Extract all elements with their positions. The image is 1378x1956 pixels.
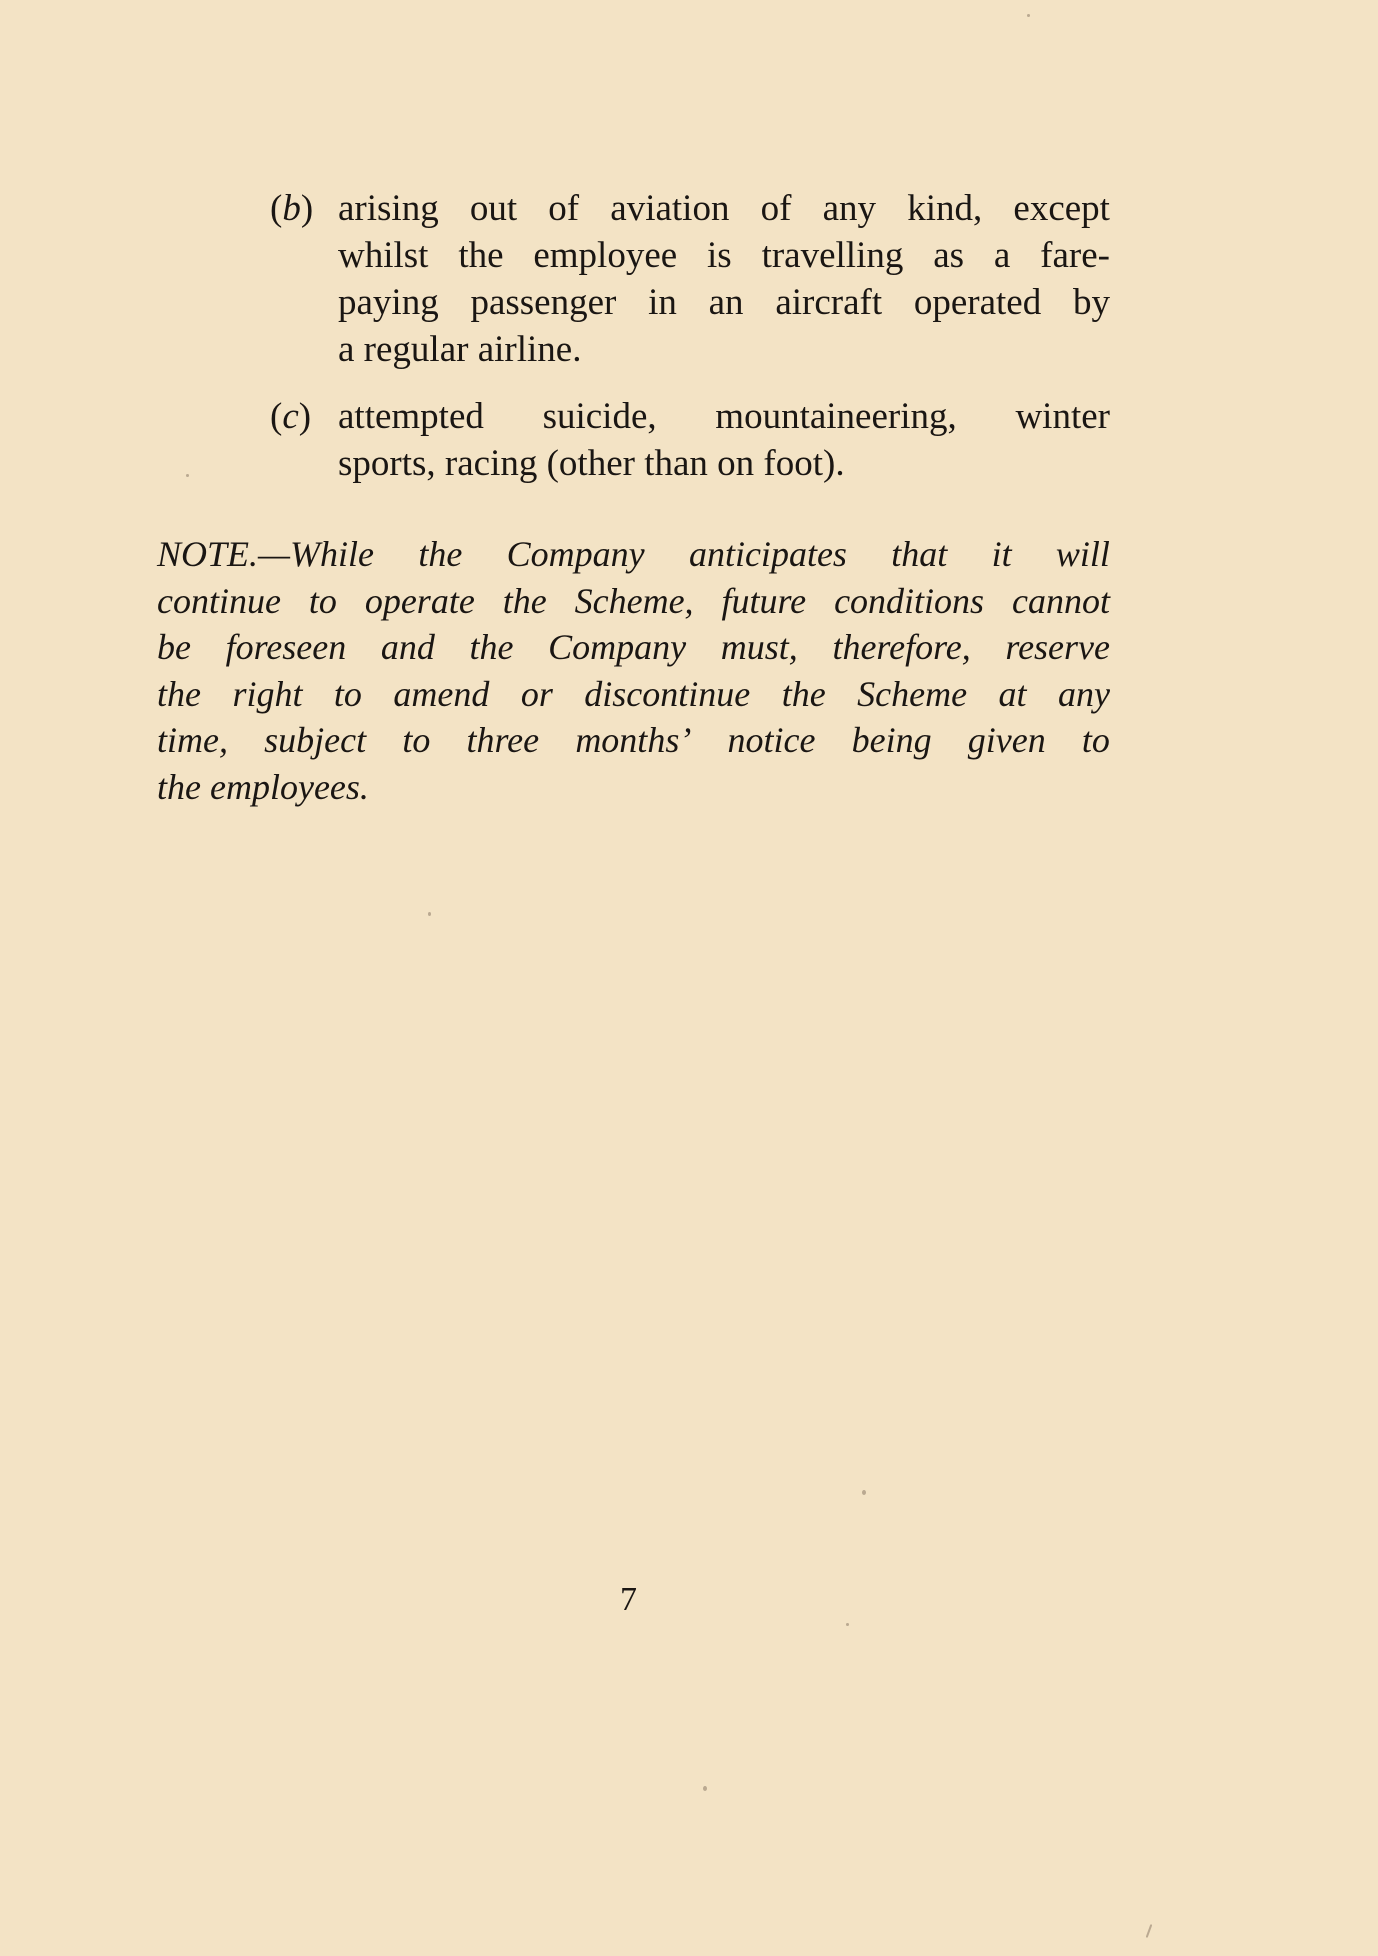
paper-speck [428, 912, 431, 916]
note-line-6: the employees. [157, 766, 369, 807]
note-line-1: NOTE.—While the Company anticipates that it will [157, 534, 1110, 574]
page-number: 7 [620, 1581, 637, 1618]
clause-b-line-1: arising out of aviation of any kind, except [338, 188, 1110, 229]
clause-c-text [338, 393, 1110, 487]
clause-marker-c: (c) [270, 396, 312, 437]
clause-b-text [338, 185, 1110, 373]
clause-c-line-2: sports, racing (other than on foot). [338, 443, 845, 484]
clause-b-line-4: a regular airline. [338, 329, 582, 370]
note-line-3: be foreseen and the Company must, therefore, reserve [157, 627, 1110, 667]
note-line-5: time, subject to three months’ notice being given to [157, 720, 1110, 760]
note-label: NOTE. [157, 534, 259, 574]
clause-c [270, 393, 1110, 487]
paper-speck [846, 1623, 849, 1626]
clause-marker-b: (b) [270, 188, 314, 229]
paper-speck [862, 1490, 866, 1495]
note-paragraph [157, 531, 1110, 810]
clause-b [270, 185, 1110, 373]
clause-b-line-3: paying passenger in an aircraft operated by [338, 282, 1110, 323]
paper-speck [1027, 14, 1030, 17]
note-line-4: the right to amend or discontinue the Scheme at any [157, 673, 1110, 714]
paper-speck [1146, 1924, 1153, 1938]
paper-speck [186, 474, 189, 477]
note-line-2: continue to operate the Scheme, future conditions cannot [157, 580, 1110, 621]
paper-speck [703, 1786, 707, 1791]
clause-c-line-1: attempted suicide, mountaineering, winter [338, 396, 1110, 437]
clause-b-line-2: whilst the employee is travelling as a fare- [338, 235, 1110, 276]
